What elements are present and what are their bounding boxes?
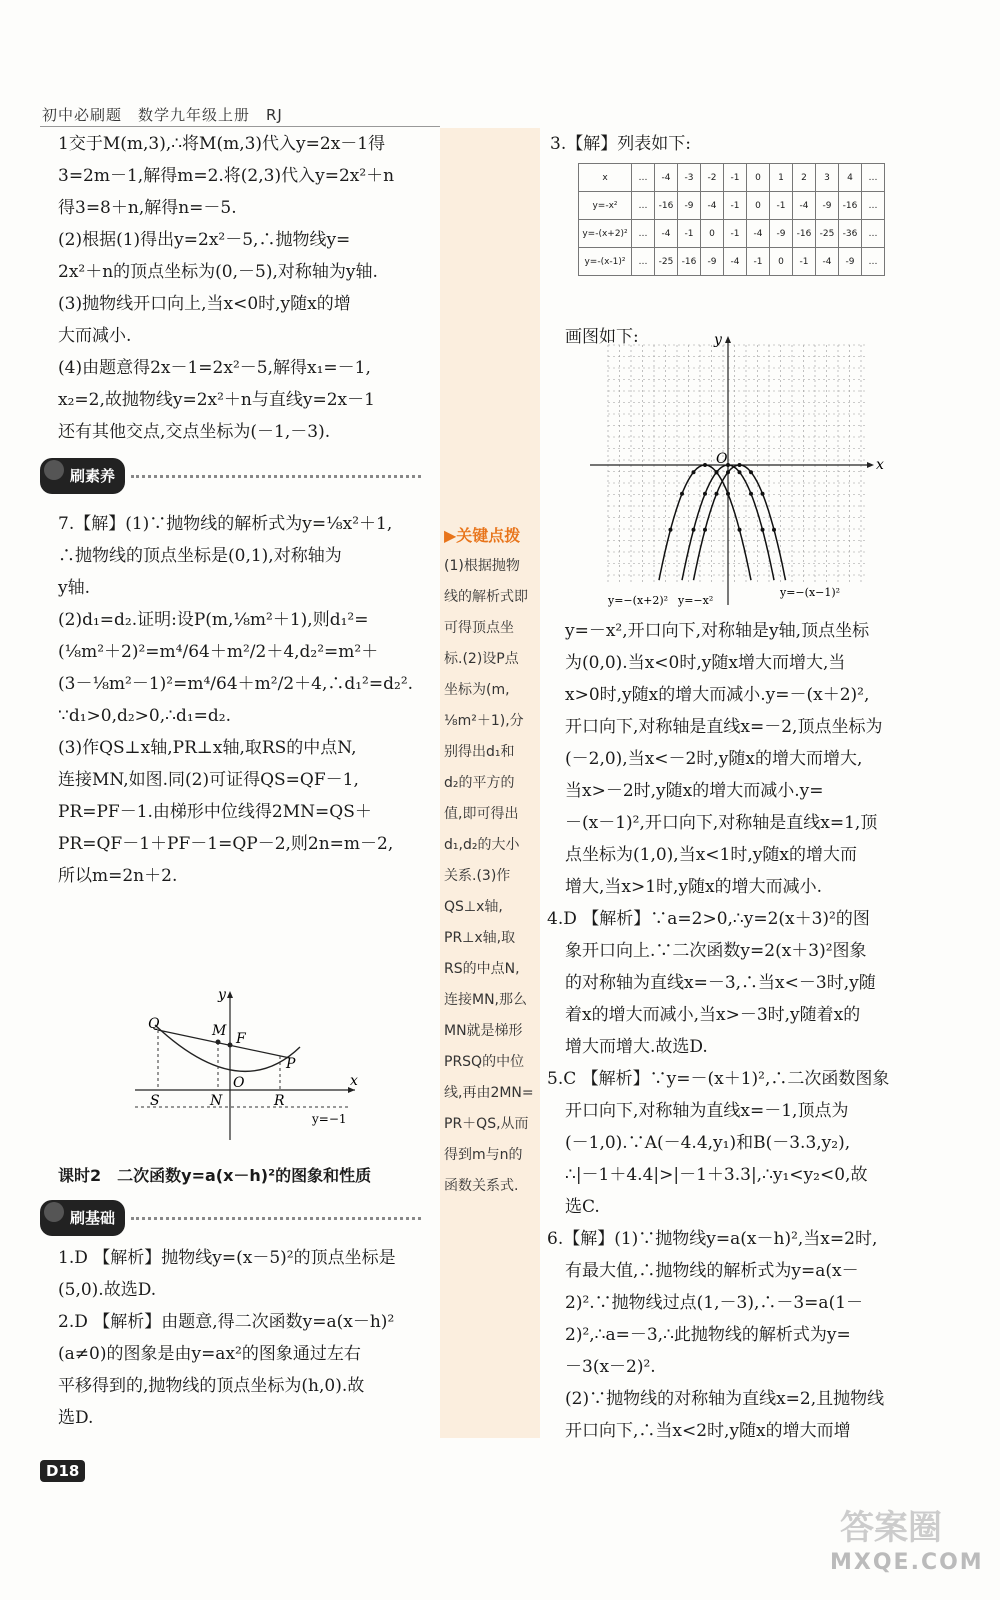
label-p: P: [286, 1056, 296, 1072]
curve-point: [738, 463, 742, 467]
table-row: [579, 248, 885, 276]
curve-point: [761, 528, 765, 532]
table-cell: -4: [816, 248, 839, 276]
text-line: (3)作QS⊥x轴,PR⊥x轴,取RS的中点N,: [58, 738, 357, 758]
plot-label-curve-2: y=−x²: [678, 594, 714, 607]
label-q: Q: [148, 1016, 160, 1032]
table-cell: -1: [793, 248, 816, 276]
key-tip-box: [444, 520, 540, 1202]
parabola-curve-3: [694, 465, 786, 580]
label-s: S: [150, 1093, 160, 1109]
table-cell: -4: [793, 192, 816, 220]
dotted-rule: [131, 1217, 421, 1220]
curve-point: [726, 470, 730, 474]
parabola-curve: [155, 1025, 300, 1071]
text-line: (⅛m²＋2)²=m⁴/64＋m²/2＋4,d₂²=m²＋: [58, 642, 379, 662]
table-row-header: x: [579, 164, 632, 192]
table-cell: -1: [747, 248, 770, 276]
left-column-lower: [58, 1160, 438, 1434]
table-cell: -4: [655, 164, 678, 192]
watermark-logo: 答案圈: [840, 1508, 942, 1548]
table-cell: -4: [747, 220, 770, 248]
text-line: 4.D 【解析】∵a=2>0,∴y=2(x＋3)²的图: [547, 909, 870, 929]
text-line: 7.【解】(1)∵抛物线的解析式为y=⅛x²＋1,: [58, 514, 393, 534]
table-row: [579, 164, 885, 192]
plot-label-curve-3: y=−(x−1)²: [780, 586, 841, 599]
tip-line: d₂的平方的: [444, 775, 515, 791]
text-line: (2)根据(1)得出y=2x²－5,∴抛物线y=: [58, 230, 351, 250]
table-cell: -1: [724, 192, 747, 220]
tip-line: d₁,d₂的大小: [444, 837, 520, 853]
curve-point: [761, 492, 765, 496]
watermark-url: MXQE.COM: [830, 1550, 984, 1575]
label-r: R: [274, 1093, 285, 1109]
text-line: 大而减小.: [58, 326, 132, 346]
table-cell: -1: [724, 220, 747, 248]
tip-line: 连接MN,那么: [444, 992, 528, 1008]
curve-point: [726, 492, 730, 496]
plot-label-curve-1: y=−(x+2)²: [608, 594, 669, 607]
label-directrix: y=−1: [312, 1112, 347, 1126]
text-line: 3=2m－1,解得m=2.将(2,3)代入y=2x²＋n: [58, 166, 395, 186]
curve-point: [749, 492, 753, 496]
answer-4: [547, 903, 965, 1063]
table-cell: 4: [839, 164, 862, 192]
table-row-header: y=-x²: [579, 192, 632, 220]
curve-point: [772, 528, 776, 532]
text-line: 2x²＋n的顶点坐标为(0,－5),对称轴为y轴.: [58, 262, 378, 282]
table-cell: -4: [701, 192, 724, 220]
text-line: (2)d₁=d₂.证明:设P(m,⅛m²＋1),则d₁²=: [58, 610, 369, 630]
curve-point: [715, 470, 719, 474]
tip-line: QS⊥x轴,: [444, 899, 503, 915]
text-line: 还有其他交点,交点坐标为(－1,－3).: [58, 422, 331, 442]
plot-x-arrow: [867, 462, 874, 468]
tip-line: 别得出d₁和: [444, 744, 515, 760]
text-line: 平移得到的,抛物线的顶点坐标为(h,0).故: [58, 1376, 365, 1396]
text-line: 着x的增大而减小,当x>－3时,y随着x的: [565, 1005, 861, 1025]
text-line: 点坐标为(1,0),当x<1时,y随x的增大而: [565, 845, 857, 865]
text-line: 6.【解】(1)∵抛物线y=a(x－h)²,当x=2时,: [547, 1229, 878, 1249]
tip-line: PR⊥x轴,取: [444, 930, 516, 946]
tip-line: 可得顶点坐: [444, 620, 514, 636]
text-line: (5,0).故选D.: [58, 1280, 157, 1300]
tip-line: 值,即可得出: [444, 806, 519, 822]
text-line: PR=PF－1.由梯形中位线得2MN=QS＋: [58, 802, 372, 822]
table-cell: …: [862, 192, 885, 220]
table-cell: 0: [701, 220, 724, 248]
table-cell: 2: [793, 164, 816, 192]
label-f: F: [236, 1031, 246, 1047]
table-cell: -16: [839, 192, 862, 220]
key-tip-title: ▶关键点拨: [444, 526, 521, 545]
curve-point: [715, 492, 719, 496]
left-column: [58, 128, 438, 892]
header-rule: [40, 126, 440, 127]
tip-line: MN就是梯形: [444, 1023, 523, 1039]
table-cell: -16: [655, 192, 678, 220]
text-line: 2)².∵抛物线过点(1,－3),∴－3=a(1－: [565, 1293, 864, 1313]
text-line: (4)由题意得2x－1=2x²－5,解得x₁=－1,: [58, 358, 371, 378]
text-line: 所以m=2n＋2.: [58, 866, 178, 886]
table-cell: -4: [655, 220, 678, 248]
table-cell: -9: [678, 192, 701, 220]
text-line: 象开口向上.∵二次函数y=2(x＋3)²图象: [565, 941, 867, 961]
text-line: (a≠0)的图象是由y=ax²的图象通过左右: [58, 1344, 361, 1364]
curve-point: [749, 470, 753, 474]
point-f: [228, 1043, 233, 1048]
table-cell: …: [632, 164, 655, 192]
page-number: D18: [40, 1460, 85, 1482]
text-line: 连接MN,如图.同(2)可证得QS=QF－1,: [58, 770, 359, 790]
table-cell: …: [632, 192, 655, 220]
text-line: (3)抛物线开口向上,当x<0时,y随x的增: [58, 294, 351, 314]
text-line: 为(0,0).当x<0时,y随x增大而增大,当: [565, 653, 846, 673]
text-line: y轴.: [58, 578, 91, 598]
text-line: 选D.: [58, 1408, 94, 1428]
table-cell: -1: [724, 164, 747, 192]
table-cell: …: [632, 248, 655, 276]
table-cell: -9: [701, 248, 724, 276]
table-row: [579, 192, 885, 220]
tip-line: RS的中点N,: [444, 961, 520, 977]
answer-5: [547, 1063, 965, 1223]
text-line: 1.D 【解析】抛物线y=(x－5)²的顶点坐标是: [58, 1248, 396, 1268]
tip-line: ⅛m²＋1),分: [444, 713, 524, 729]
table-cell: 3: [816, 164, 839, 192]
tip-line: 函数关系式.: [444, 1178, 519, 1194]
plot-label-y: y: [714, 332, 722, 348]
label-x: x: [350, 1073, 358, 1089]
answer-6: [547, 1223, 965, 1447]
answer-7: [58, 508, 438, 892]
tip-line: PRSQ的中位: [444, 1054, 525, 1070]
text-line: －3(x－2)².: [565, 1357, 656, 1377]
table-cell: …: [862, 164, 885, 192]
tip-line: 坐标为(m,: [444, 682, 510, 698]
table-cell: -2: [701, 164, 724, 192]
table-cell: -25: [816, 220, 839, 248]
running-header: 初中必刷题 数学九年级上册 RJ: [42, 106, 283, 124]
table-cell: …: [862, 248, 885, 276]
answer-6-continued: [58, 128, 438, 448]
parabola-curve-1: [659, 465, 751, 580]
tip-line: 线,再由2MN=: [444, 1085, 534, 1101]
text-line: y=－x²,开口向下,对称轴是y轴,顶点坐标: [565, 621, 870, 641]
text-line: 5.C 【解析】∵y=－(x＋1)²,∴二次函数图象: [547, 1069, 890, 1089]
text-line: (－2,0),当x<－2时,y随x的增大而增大,: [565, 749, 863, 769]
section-badge: 刷基础: [40, 1200, 125, 1236]
section-badge: 刷素养: [40, 458, 125, 494]
text-line: x>0时,y随x的增大而减小.y=－(x＋2)²,: [565, 685, 870, 705]
plot-curves: [659, 463, 786, 580]
curve-point: [692, 470, 696, 474]
text-line: 1交于M(m,3),∴将M(m,3)代入y=2x－1得: [58, 134, 386, 154]
answer-2: [58, 1306, 438, 1434]
right-column-lower: [547, 615, 965, 1447]
point-m: [216, 1040, 221, 1045]
text-line: PR=QF－1＋PF－1=QP－2,则2n=m－2,: [58, 834, 394, 854]
text-line: x₂=2,故抛物线y=2x²＋n与直线y=2x－1: [58, 390, 375, 410]
plot-label-x: x: [876, 457, 884, 473]
table-cell: -1: [770, 192, 793, 220]
curve-point: [703, 492, 707, 496]
text-line: 2.D 【解析】由题意,得二次函数y=a(x－h)²: [58, 1312, 395, 1332]
y-axis-arrow: [227, 991, 233, 998]
tip-line: 关系.(3)作: [444, 868, 511, 884]
text-line: 有最大值,∴抛物线的解析式为y=a(x－: [565, 1261, 859, 1281]
answer-3-text: [565, 615, 965, 903]
text-line: 当x>－2时,y随x的增大而减小.y=: [565, 781, 824, 801]
table-cell: 1: [770, 164, 793, 192]
table-cell: 0: [770, 248, 793, 276]
table-cell: …: [632, 220, 655, 248]
text-line: －(x－1)²,开口向下,对称轴是直线x=1,顶: [565, 813, 878, 833]
label-m: M: [212, 1023, 227, 1039]
label-o: O: [233, 1075, 245, 1091]
tip-line: PR＋QS,从而: [444, 1116, 529, 1132]
table-row-header: y=-(x-1)²: [579, 248, 632, 276]
text-line: 开口向下,对称轴为直线x=－1,顶点为: [565, 1101, 849, 1121]
plot-y-arrow: [725, 336, 731, 343]
table-cell: -9: [770, 220, 793, 248]
text-line: (－1,0).∵A(－4.4,y₁)和B(－3.3,y₂),: [565, 1133, 851, 1153]
answer-1: [58, 1242, 438, 1306]
text-line: 增大而增大.故选D.: [565, 1037, 708, 1057]
text-line: 2)²,∴a=－3,∴此抛物线的解析式为y=: [565, 1325, 851, 1345]
curve-point: [703, 528, 707, 532]
table-cell: -3: [678, 164, 701, 192]
text-line: ∵d₁>0,d₂>0,∴d₁=d₂.: [58, 706, 231, 726]
table-cell: 0: [747, 192, 770, 220]
tip-line: 标.(2)设P点: [444, 651, 519, 667]
parabola-plot: [590, 330, 890, 615]
tip-line: 线的解析式即: [444, 589, 528, 605]
table-cell: -9: [839, 248, 862, 276]
right-column: [550, 128, 950, 160]
table-cell: …: [862, 220, 885, 248]
table-cell: -9: [816, 192, 839, 220]
text-line: 的对称轴为直线x=－3,∴当x<－3时,y随: [565, 973, 876, 993]
text-line: 开口向下,对称轴是直线x=－2,顶点坐标为: [565, 717, 883, 737]
tip-line: (1)根据抛物: [444, 558, 520, 574]
table-cell: -16: [793, 220, 816, 248]
curve-point: [680, 492, 684, 496]
section-header-suyang: [40, 458, 438, 494]
lesson-title: 课时2 二次函数y=a(x－h)²的图象和性质: [58, 1166, 372, 1185]
dotted-rule: [131, 475, 421, 478]
table-row: [579, 220, 885, 248]
parabola-figure: [130, 985, 370, 1145]
tip-line: 得到m与n的: [444, 1147, 523, 1163]
label-y: y: [218, 987, 226, 1003]
text-line: 选C.: [565, 1197, 600, 1217]
text-line: 增大,当x>1时,y随x的增大而减小.: [565, 877, 823, 897]
answer-3-heading: 3.【解】列表如下:: [550, 134, 691, 154]
text-line: (2)∵抛物线的对称轴为直线x=2,且抛物线: [565, 1389, 885, 1409]
value-table: [578, 163, 885, 276]
text-line: 得3=8＋n,解得n=－5.: [58, 198, 237, 218]
table-cell: -4: [724, 248, 747, 276]
text-line: 开口向下,∴当x<2时,y随x的增大而增: [565, 1421, 851, 1441]
label-n: N: [210, 1093, 223, 1109]
table-cell: -25: [655, 248, 678, 276]
table-cell: 0: [747, 164, 770, 192]
table-cell: -16: [678, 248, 701, 276]
text-line: ∴抛物线的顶点坐标是(0,1),对称轴为: [58, 546, 342, 566]
plot-label-o: O: [716, 451, 728, 467]
draw-label: 画图如下:: [565, 327, 639, 347]
curve-point: [738, 528, 742, 532]
section-header-jichu: [40, 1200, 438, 1236]
curve-point: [692, 528, 696, 532]
curve-point: [669, 528, 673, 532]
value-table-wrap: [578, 163, 885, 276]
table-cell: -1: [678, 220, 701, 248]
curve-point: [738, 470, 742, 474]
text-line: (3－⅛m²－1)²=m⁴/64＋m²/2＋4,∴d₁²=d₂².: [58, 674, 414, 694]
table-row-header: y=-(x+2)²: [579, 220, 632, 248]
text-line: ∴|－1＋4.4|>|－1＋3.3|,∴y₁<y₂<0,故: [565, 1165, 868, 1185]
table-cell: -36: [839, 220, 862, 248]
curve-point: [703, 463, 707, 467]
